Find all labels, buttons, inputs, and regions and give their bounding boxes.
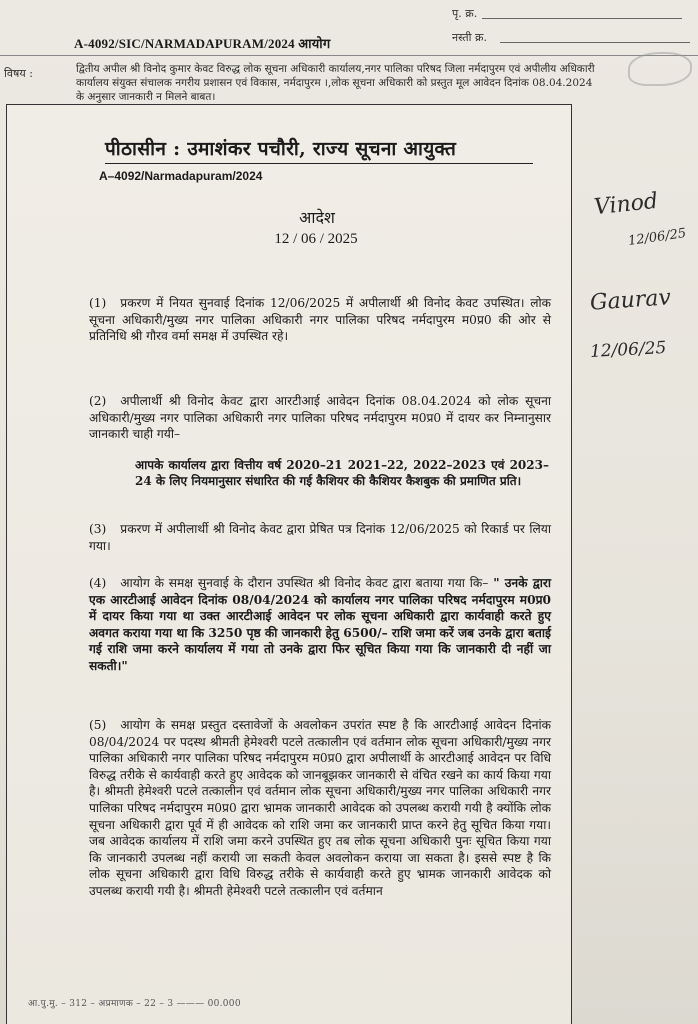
paragraph-number: (1) [89, 296, 107, 310]
paragraph-4 [89, 575, 551, 675]
paragraph-text: आयोग के समक्ष सुनवाई के दौरान उपस्थित श्री विनोद केवट द्वारा बताया गया कि– [120, 576, 489, 590]
order-sheet [6, 104, 572, 1024]
presiding-officer: पीठासीन : उमाशंकर पचौरी, राज्य सूचना आयुक्त [105, 138, 457, 160]
order-date: 12 / 06 / 2025 [274, 231, 358, 247]
file-number-line [500, 42, 690, 43]
page-number-label: पृ. क्र. [452, 7, 478, 20]
paragraph-5 [89, 717, 551, 900]
handwritten-date-1: 12/06/25 [627, 226, 688, 249]
paragraph-2 [89, 393, 551, 443]
paragraph-text: आयोग के समक्ष प्रस्तुत दस्तावेजों के अवलोकन उपरांत स्पष्ट है कि आरटीआई आवेदन दिनांक 08/04/2024 पर पदस्थ श्रीमती हेमेश्वरी पटले तत्कालीन एवं वर्तमान लोक सूचना अधिकारी/मुख्य नगर पालिका अधिकारी नगर पालिका परिषद नर्मदापुरम म0प्र0 द्वारा अपीलार्थी के आरटीआई आवेदन पर विधि विरुद्ध तरीके से कार्यवाही करते हुए आवेदक को जानबूझकर जानकारी से वंचित रखने का कार्य किया गया है। श्रीमती हेमेश्वरी पटले तत्कालीन एवं वर्तमान लोक सूचना अधिकारी/मुख्य नगर पालिका अधिकारी नगर पालिका परिषद नर्मदापुरम म0प्र0 द्वारा भ्रामक जानकारी आवेदक को उपलब्ध करायी गयी है क्योंकि लोक सूचना अधिकारी द्वारा पूर्व में ही आवेदक को राशि जमा कर जानकारी प्राप्त करने हेतु सूचित किया गया। जब आवेदक कार्यालय में राशि जमा करने उपस्थित हुए तब लोक सूचना अधिकारी पुनः सूचित किया गया कि जानकारी उपलब्ध नहीं करायी जा सकती केवल अवलोकन कराया जा सकता है। इससे स्पष्ट है कि लोक सूचना अधिकारी द्वारा विधि विरुद्ध तरीके से कार्यवाही करते हुए भ्रामक जानकारी आवेदक को उपलब्ध करायी गयी है। श्रीमती हेमेश्वरी पटले तत्कालीन एवं वर्तमान [89, 718, 551, 898]
paragraph-number: (3) [89, 522, 107, 536]
bench-underline [105, 163, 533, 164]
paragraph-number: (5) [89, 718, 107, 732]
file-number-label: नस्ती क्र. [452, 31, 487, 44]
file-reference: A-4092/SIC/NARMADAPURAM/2024 आयोग [74, 36, 331, 51]
paragraph-number: (4) [89, 576, 107, 590]
appellant-statement-quote: " उनके द्वारा एक आरटीआई आवेदन दिनांक 08/04/2024 को कार्यालय नगर पालिका परिषद नर्मदापुरम म0प्र0 में दायर किया गया था उक्त आरटीआई आवेदन पर लोक सूचना अधिकारी द्वारा कार्यवाही करते हुए अवगत कराया गया था कि 3250 पृष्ठ की जानकारी हेतु 6500/– राशि जमा करें जब उनके द्वारा बताई गई राशि जमा करने कार्यालय में गया तो उनके द्वारा फिर सूचित किया गया कि जानकारी दी नहीं जा सकती।" [89, 576, 552, 673]
page-number-line [482, 18, 682, 19]
header-rule [0, 55, 698, 56]
order-title: आदेश [299, 208, 335, 227]
subject-label: विषय : [4, 67, 33, 80]
paragraph-text: प्रकरण में अपीलार्थी श्री विनोद केवट द्वारा प्रेषित पत्र दिनांक 12/06/2025 को रिकार्ड पर लिया गया। [89, 522, 551, 553]
case-number: A–4092/Narmadapuram/2024 [99, 169, 263, 183]
stamp-mark-icon [628, 52, 692, 86]
subject-text: द्वितीय अपील श्री विनोद कुमार केवट विरुद्ध लोक सूचना अधिकारी कार्यालय,नगर पालिका परिषद जिला नर्मदापुरम एवं अपीलीय अधिकारी कार्यालय संयुक्त संचालक नगरीय प्रशासन एवं विकास, नर्मदापुरम ।,लोक सूचना अधिकारी को प्रस्तुत मूल आवेदन दिनांक 08.04.2024 के अनुसार जानकारी न मिलने बाबत। [76, 63, 595, 103]
paragraph-3 [89, 521, 551, 554]
handwritten-date-2: 12/06/25 [589, 338, 667, 362]
paragraph-text: प्रकरण में नियत सुनवाई दिनांक 12/06/2025 में अपीलार्थी श्री विनोद केवट उपस्थित। लोक सूचना अधिकारी/मुख्य नगर पालिका अधिकारी नगर पालिका परिषद नर्मदापुरम म0प्र0 की ओर से प्रतिनिधि श्री गौरव वर्मा समक्ष में उपस्थित रहे। [89, 296, 551, 344]
handwritten-signature-2: Gaurav [589, 285, 672, 316]
paragraph-1 [89, 295, 551, 345]
requested-information-quote: आपके कार्यालय द्वारा वित्तीय वर्ष 2020–21 2021–22, 2022–2023 एवं 2023–24 के लिए नियमानुसार संधारित की गई कैशियर की कैशियर कैशबुक की प्रमाणित प्रति। [135, 458, 549, 488]
handwritten-signature-1: Vinod [592, 188, 660, 221]
printer-footer: आ.पु.मु. – 312 – अप्रमाणक – 22 – 3 ——— 00.000 [28, 999, 241, 1009]
paragraph-number: (2) [89, 394, 107, 408]
paragraph-text: अपीलार्थी श्री विनोद केवट द्वारा आरटीआई आवेदन दिनांक 08.04.2024 को लोक सूचना अधिकारी/मुख्य नगर पालिका अधिकारी नगर पालिका परिषद नर्मदापुरम म0प्र0 में दायर कर निम्नानुसार जानकारी चाही गयी– [89, 394, 551, 442]
